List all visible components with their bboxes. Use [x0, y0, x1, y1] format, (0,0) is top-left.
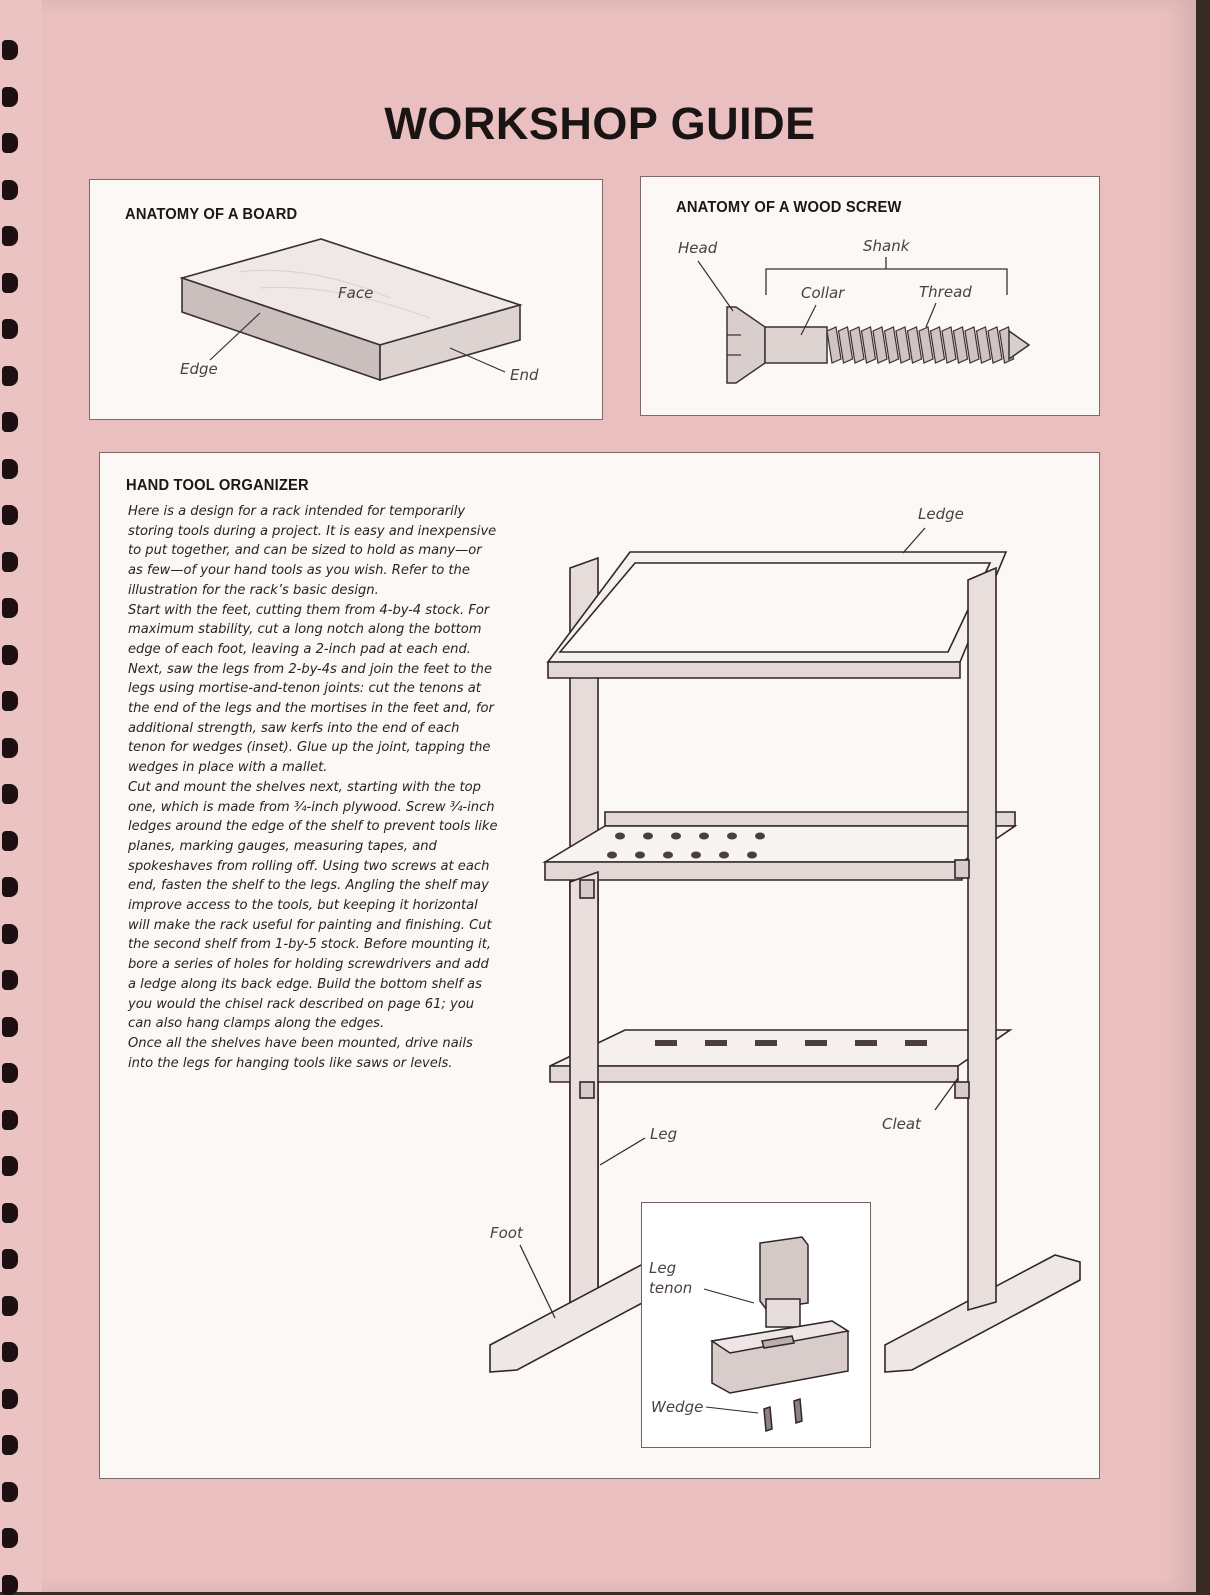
board-panel-title: ANATOMY OF A BOARD — [125, 206, 298, 223]
organizer-paragraph: Here is a design for a rack intended for temporarily storing tools during a project. It is easy and inexpensive to put together, and can be sized to hold as many—or as few—of your hand tools as you wish. Refer to the illustration for the rack’s basic design. — [128, 504, 497, 598]
board-edge-label: Edge — [180, 360, 218, 378]
page-title: WORKSHOP GUIDE — [384, 98, 816, 149]
inset-leg-label: Leg — [649, 1259, 677, 1277]
screw-head-label: Head — [678, 239, 718, 257]
organizer-paragraph: Once all the shelves have been mounted, drive nails into the legs for hanging tools like saws or levels. — [128, 1035, 473, 1071]
tenon-wedge-inset — [641, 1202, 871, 1448]
screw-collar-label: Collar — [801, 284, 845, 302]
board-face-label: Face — [338, 284, 374, 302]
leg-label: Leg — [650, 1125, 678, 1143]
board-end-label: End — [510, 366, 539, 384]
cleat-label: Cleat — [882, 1115, 921, 1133]
screw-shank-label: Shank — [863, 237, 910, 255]
organizer-title: HAND TOOL ORGANIZER — [126, 477, 309, 494]
inset-wedge-label: Wedge — [651, 1398, 704, 1416]
organizer-paragraph: Cut and mount the shelves next, starting with the top one, which is made from ¾-inch plywood. Screw ¾-inch ledges around the edge of the shelf to prevent tools like planes, marking gauges, measuring tapes, and spokeshaves from rolling off. Using two screws at each end, fasten the shelf to the legs. Angling the shelf may improve access to the tools, but keeping it horizontal will make the rack useful for painting and finishing. Cut the second shelf from 1-by-5 stock. Before mounting it, bore a series of holes for holding screwdrivers and add a ledge along its back edge. Build the bottom shelf as you would the chisel rack described on page 61; you can also hang clamps along the edges. — [128, 779, 498, 1032]
screw-thread-label: Thread — [919, 283, 972, 301]
screw-panel-title: ANATOMY OF A WOOD SCREW — [676, 199, 902, 216]
ledge-label: Ledge — [918, 505, 964, 523]
inset-tenon-label: tenon — [649, 1279, 693, 1297]
organizer-paragraph: Start with the feet, cutting them from 4-by-4 stock. For maximum stability, cut a long notch along the bottom edge of each foot, leaving a 2-inch pad at each end. Next, saw the legs from 2-by-4s and join the feet to the legs using mortise-and-tenon joints: cut the tenons at the end of the legs and the mortises in the feet and, for additional strength, saw kerfs into the end of each tenon for wedges (inset). Glue up the joint, tapping the wedges in place with a mallet. — [128, 602, 494, 776]
foot-label: Foot — [490, 1224, 523, 1242]
